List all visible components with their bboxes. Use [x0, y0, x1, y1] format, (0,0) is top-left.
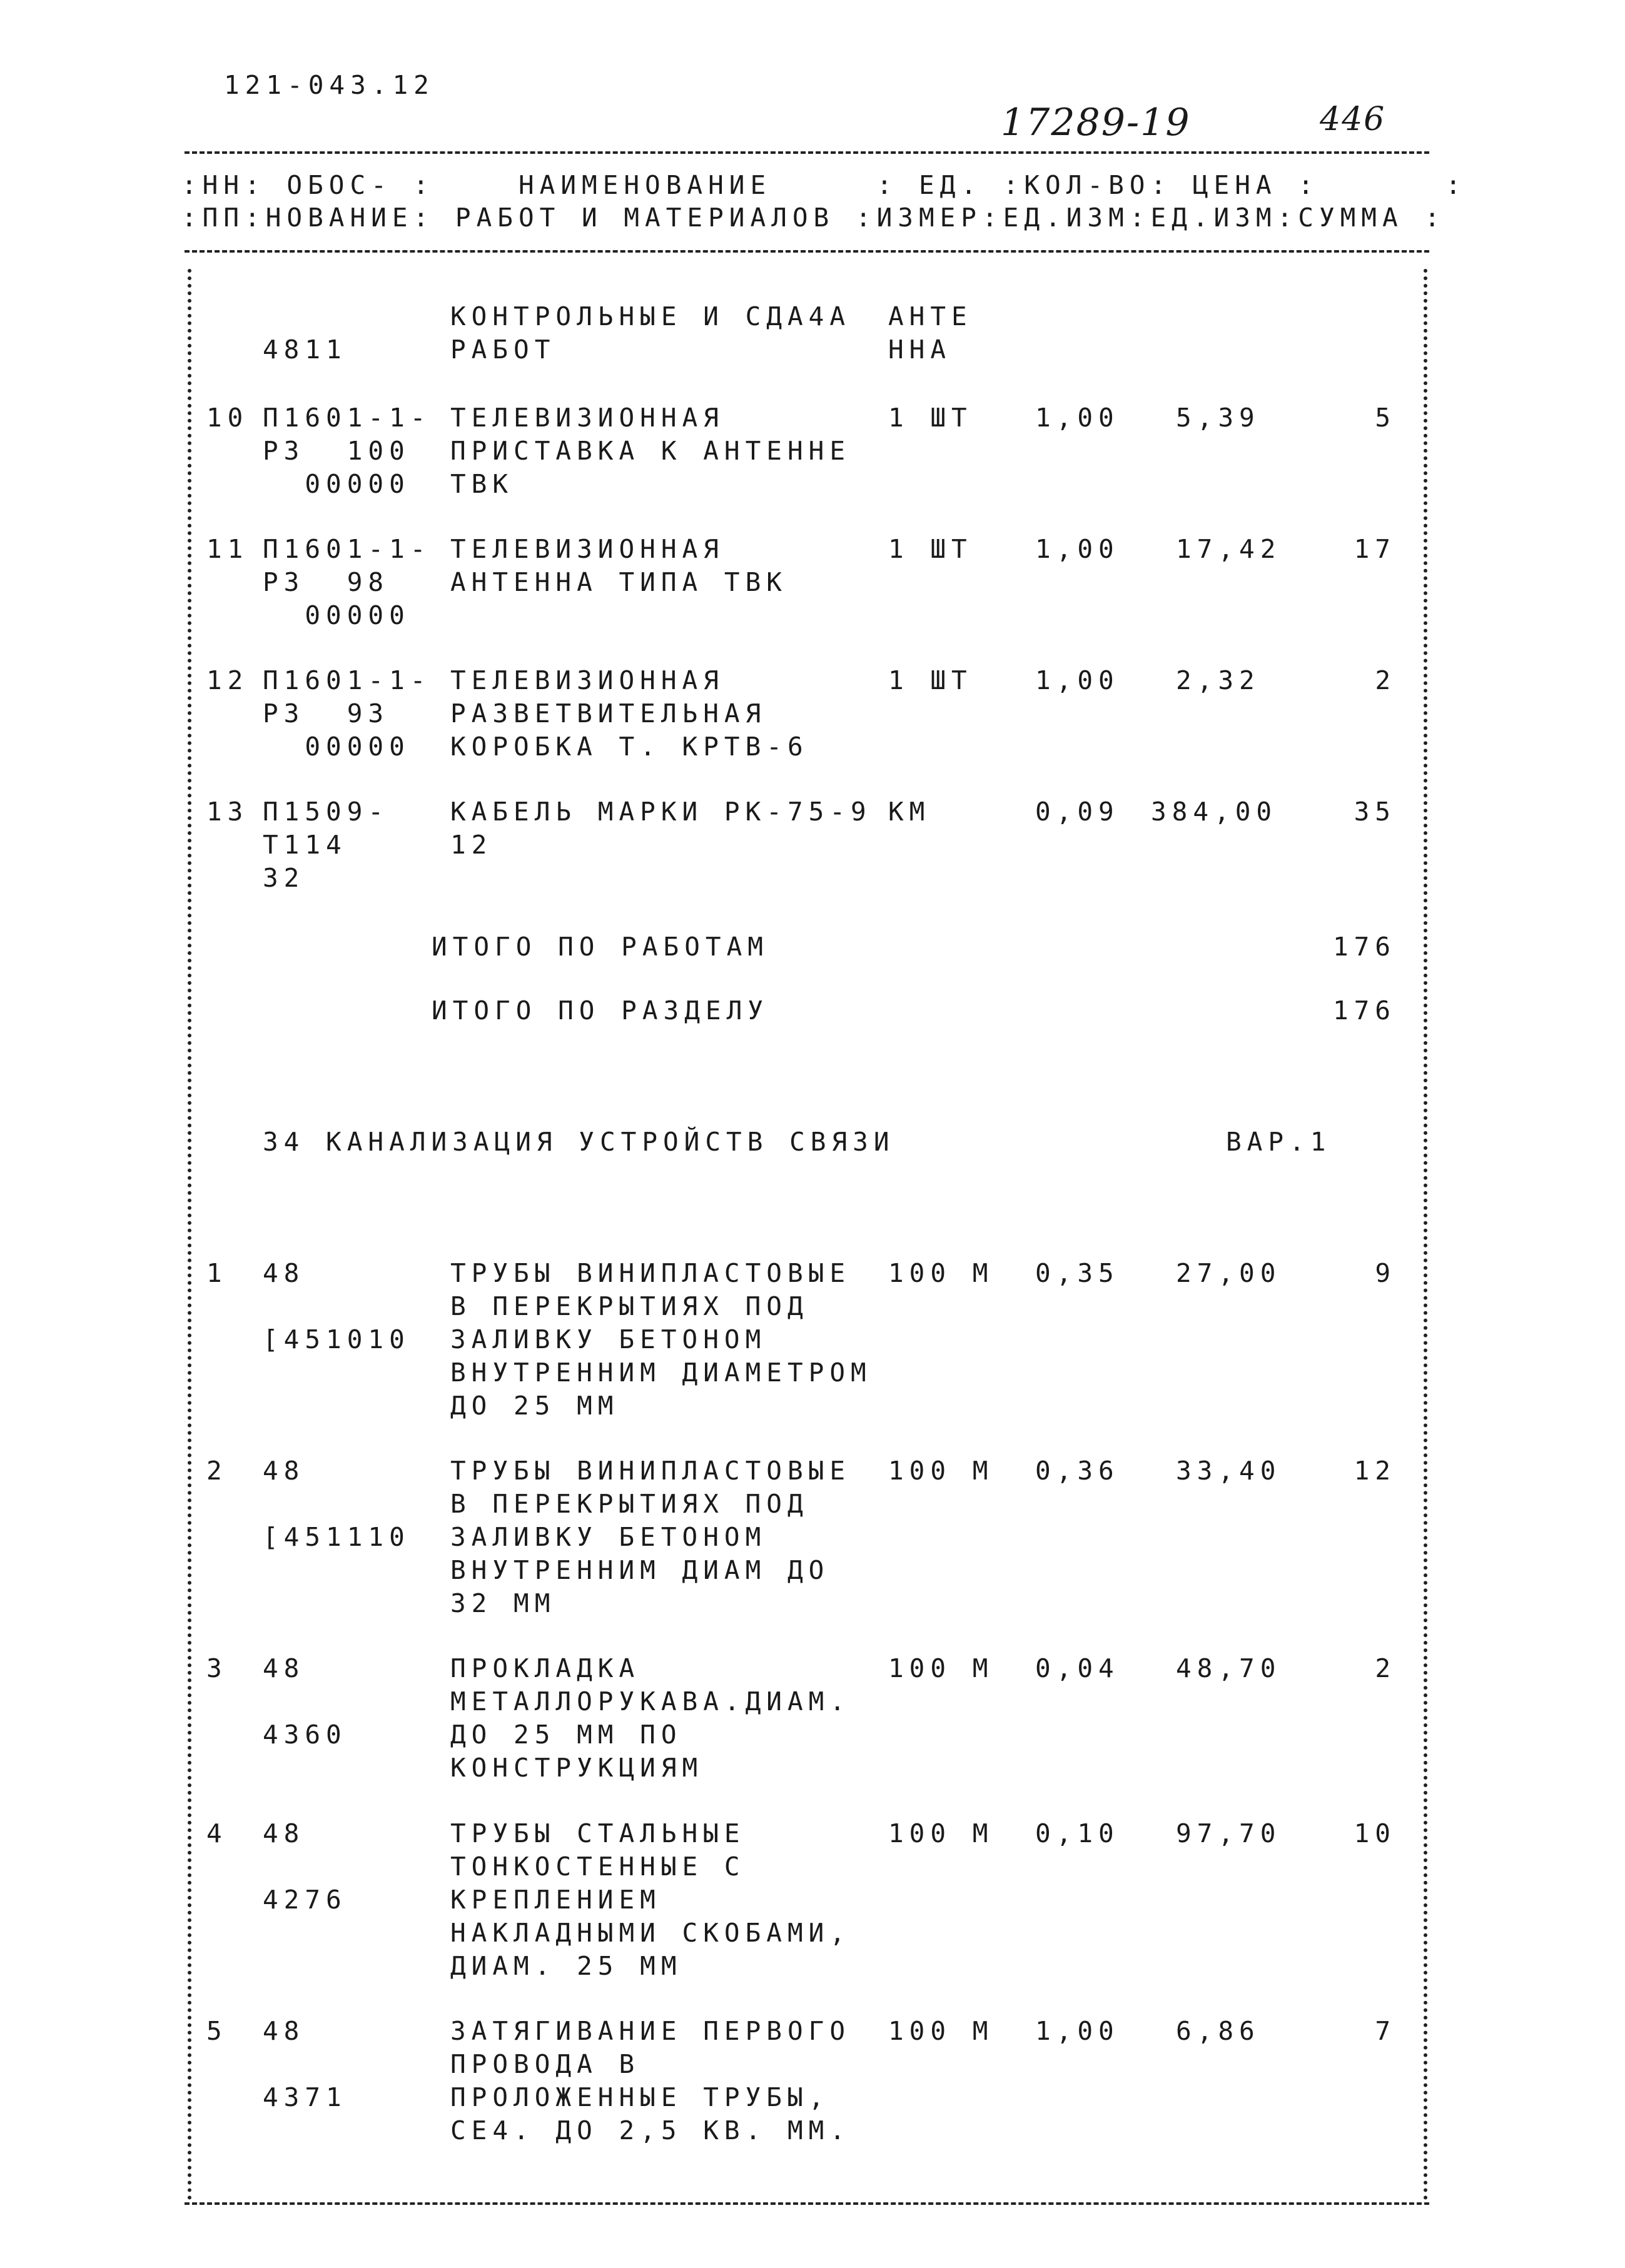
row-name: РАЗВЕТВИТЕЛЬНАЯ [450, 698, 767, 728]
row-price: 17,42 [1176, 534, 1282, 564]
row-price: 2,32 [1176, 665, 1260, 695]
left-border [188, 269, 191, 2201]
row-quantity: 0,36 [1035, 1456, 1120, 1486]
row-unit: КМ [888, 797, 931, 827]
row-name: ЗАТЯГИВАНИЕ ПЕРВОГО [450, 2016, 851, 2046]
row-name: ТРУБЫ ВИНИПЛАСТОВЫЕ [450, 1456, 851, 1486]
row-sum: 35 [1354, 797, 1396, 827]
row-name: КОРОБКА Т. КРТВ-6 [450, 732, 809, 762]
row-quantity: 0,10 [1035, 1818, 1120, 1848]
row-code: П1509- [263, 797, 390, 827]
row-name: МЕТАЛЛОРУКАВА.ДИАМ. [450, 1686, 851, 1716]
row-price: 27,00 [1176, 1258, 1282, 1288]
row-name: КРЕПЛЕНИЕМ [450, 1885, 661, 1915]
row-name: 12 [450, 830, 493, 860]
doc-code: 121-043.12 [224, 70, 435, 100]
row-price: 384,00 [1151, 797, 1278, 827]
row-number: 13 [206, 797, 249, 827]
handwritten-number: 17289-19 [1001, 101, 1191, 144]
row-name: 32 ММ [450, 1588, 556, 1618]
row-quantity: 0,09 [1035, 797, 1120, 827]
row-name: ТЕЛЕВИЗИОННАЯ [450, 534, 724, 564]
row-unit: 100 М [888, 1456, 994, 1486]
row-unit: 100 М [888, 1818, 994, 1848]
row-name: ДИАМ. 25 ММ [450, 1951, 682, 1981]
row-code: П1601-1- [263, 665, 432, 695]
row-code: П1601-1- [263, 403, 432, 433]
row-name: НАКЛАДНЫМИ СКОБАМИ, [450, 1918, 851, 1948]
row-name: ПРОЛОЖЕННЫЕ ТРУБЫ, [450, 2082, 830, 2112]
row-name: КОНТРОЛЬНЫЕ И СДА4А [450, 301, 851, 331]
row-unit: 100 М [888, 1258, 994, 1288]
row-code: 48 [263, 1258, 305, 1288]
row-number: 12 [206, 665, 249, 695]
row-sum: 9 [1375, 1258, 1396, 1288]
total-label: ИТОГО ПО РАБОТАМ [432, 932, 769, 962]
row-sum: 5 [1375, 403, 1396, 433]
row-name: ТВК [450, 469, 514, 499]
row-code: 48 [263, 1456, 305, 1486]
row-name: ТРУБЫ СТАЛЬНЫЕ [450, 1818, 746, 1848]
bottom-rule [185, 2202, 1429, 2205]
row-unit: 100 М [888, 1653, 994, 1683]
row-quantity: 0,04 [1035, 1653, 1120, 1683]
row-unit: 1 ШТ [888, 403, 973, 433]
row-code: [451010 [263, 1324, 410, 1354]
row-name: ДО 25 ММ [450, 1391, 619, 1421]
row-code: 4811 [263, 335, 347, 365]
row-number: 1 [206, 1258, 228, 1288]
row-unit: АНТЕ [888, 301, 973, 331]
row-code: Р3 100 [263, 436, 410, 466]
row-sum: 17 [1354, 534, 1396, 564]
row-name: ПРОВОДА В [450, 2049, 640, 2079]
row-sum: 2 [1375, 1653, 1396, 1683]
row-name: ВНУТРЕННИМ ДИАМЕТРОМ [450, 1358, 872, 1388]
row-number: 11 [206, 534, 249, 564]
row-quantity: 1,00 [1035, 403, 1120, 433]
row-number: 3 [206, 1653, 228, 1683]
row-quantity: 1,00 [1035, 534, 1120, 564]
row-unit: 100 М [888, 2016, 994, 2046]
row-unit: 1 ШТ [888, 534, 973, 564]
row-code: [451110 [263, 1522, 410, 1552]
header-rule [185, 250, 1429, 253]
row-code: 4371 [263, 2082, 347, 2112]
row-name: СЕ4. ДО 2,5 КВ. ММ. [450, 2115, 851, 2145]
row-name: ДО 25 ММ ПО [450, 1720, 682, 1750]
row-code: Р3 93 [263, 698, 390, 728]
row-name: В ПЕРЕКРЫТИЯХ ПОД [450, 1291, 809, 1321]
row-name: В ПЕРЕКРЫТИЯХ ПОД [450, 1489, 809, 1519]
row-price: 6,86 [1176, 2016, 1260, 2046]
row-quantity: 1,00 [1035, 665, 1120, 695]
total-value: 176 [1332, 995, 1396, 1026]
top-rule [185, 151, 1429, 154]
total-label: ИТОГО ПО РАЗДЕЛУ [432, 995, 769, 1026]
header-line-1: :НН: ОБОС- : НАИМЕНОВАНИЕ : ЕД. :КОЛ-ВО: ЦЕНА : : [181, 170, 1467, 200]
row-name: АНТЕННА ТИПА ТВК [450, 567, 787, 597]
row-price: 5,39 [1176, 403, 1260, 433]
row-unit: 1 ШТ [888, 665, 973, 695]
row-code: П1601-1- [263, 534, 432, 564]
row-code: 00000 [263, 600, 410, 630]
row-number: 5 [206, 2016, 228, 2046]
row-name: КОНСТРУКЦИЯМ [450, 1753, 704, 1783]
row-code: 4360 [263, 1720, 347, 1750]
row-sum: 12 [1354, 1456, 1396, 1486]
row-code: 00000 [263, 732, 410, 762]
row-code: Р3 98 [263, 567, 390, 597]
row-sum: 2 [1375, 665, 1396, 695]
row-price: 33,40 [1176, 1456, 1282, 1486]
row-name: ЗАЛИВКУ БЕТОНОМ [450, 1324, 767, 1354]
row-name: ВНУТРЕННИМ ДИАМ ДО [450, 1555, 830, 1585]
row-name: ПРИСТАВКА К АНТЕННЕ [450, 436, 851, 466]
row-name: ТРУБЫ ВИНИПЛАСТОВЫЕ [450, 1258, 851, 1288]
row-code: 32 [263, 863, 305, 893]
row-unit: ННА [888, 335, 952, 365]
header-line-2: :ПП:НОВАНИЕ: РАБОТ И МАТЕРИАЛОВ :ИЗМЕР:ЕД.ИЗМ:ЕД.ИЗМ:СУММА : [181, 203, 1446, 233]
row-code: 4276 [263, 1885, 347, 1915]
right-border [1424, 269, 1427, 2201]
row-name: ПРОКЛАДКА [450, 1653, 640, 1683]
row-name: КАБЕЛЬ МАРКИ РК-75-9 [450, 797, 872, 827]
section-variant: ВАР.1 [1226, 1127, 1332, 1157]
page-number: 446 [1320, 101, 1386, 138]
row-quantity: 1,00 [1035, 2016, 1120, 2046]
section-title: 34 КАНАЛИЗАЦИЯ УСТРОЙСТВ СВЯЗИ [263, 1127, 895, 1157]
row-price: 48,70 [1176, 1653, 1282, 1683]
row-name: РАБОТ [450, 335, 556, 365]
row-sum: 7 [1375, 2016, 1396, 2046]
row-quantity: 0,35 [1035, 1258, 1120, 1288]
row-price: 97,70 [1176, 1818, 1282, 1848]
row-code: 48 [263, 2016, 305, 2046]
row-name: ТЕЛЕВИЗИОННАЯ [450, 403, 724, 433]
row-name: ТЕЛЕВИЗИОННАЯ [450, 665, 724, 695]
row-code: 48 [263, 1653, 305, 1683]
row-number: 10 [206, 403, 249, 433]
row-number: 4 [206, 1818, 228, 1848]
row-sum: 10 [1354, 1818, 1396, 1848]
row-name: ЗАЛИВКУ БЕТОНОМ [450, 1522, 767, 1552]
row-number: 2 [206, 1456, 228, 1486]
total-value: 176 [1332, 932, 1396, 962]
row-code: 48 [263, 1818, 305, 1848]
row-name: ТОНКОСТЕННЫЕ С [450, 1852, 746, 1882]
row-code: Т114 [263, 830, 347, 860]
row-code: 00000 [263, 469, 410, 499]
